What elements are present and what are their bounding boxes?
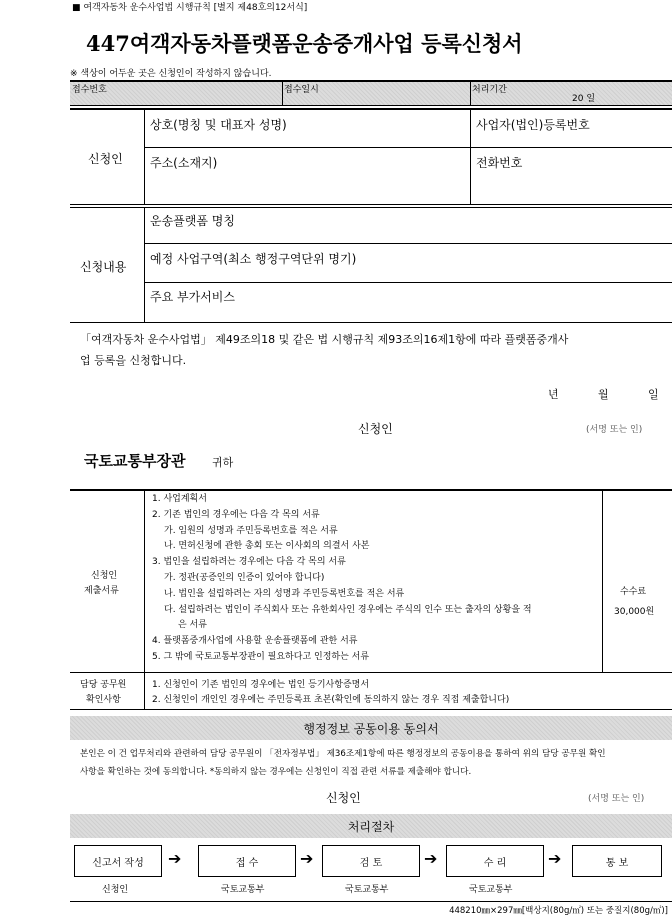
documents-label-line-1: 신청인: [91, 571, 118, 581]
officer-check-item: 1. 신청인이 기존 법인의 경우에는 법인 등기사항증명서: [152, 680, 370, 690]
procedure-actor: 국토교통부: [345, 885, 389, 895]
document-item: 3. 법인을 설립하려는 경우에는 다음 각 목의 서류: [152, 557, 346, 568]
paper-spec: 448210㎜×297㎜[백상지(80g/㎡) 또는 중질지(80g/㎡)]: [449, 906, 668, 916]
procedure-arrow-icon: ➔: [168, 849, 182, 868]
law-reference: ■ 여객자동차 운수사업법 시행규칙 [별지 제48호의12서식]: [72, 3, 308, 13]
consent-title-bar: [70, 716, 672, 740]
business-area-label: 예정 사업구역(최소 행정구역단위 명기): [150, 252, 357, 266]
procedure-step-box: 검 토: [322, 845, 420, 877]
document-item: 4. 플랫폼중개사업에 사용할 운송플랫폼에 관한 서류: [152, 636, 358, 647]
additional-services-label: 주요 부가서비스: [150, 290, 235, 304]
procedure-title: 처리절차: [347, 819, 395, 834]
processing-period-value: 20 일: [572, 94, 596, 104]
consent-applicant-label: 신청인: [326, 791, 361, 805]
form-title: [86, 28, 523, 58]
shade-note: ※ 색상이 어두운 곳은 신청인이 작성하지 않습니다.: [70, 69, 272, 79]
recipient-name: 국토교통부장관: [84, 452, 186, 470]
document-item: 은 서류: [178, 620, 207, 631]
officer-check-item: 2. 신청인이 개인인 경우에는 주민등록표 초본(확인에 동의하지 않는 경우 직접 제출합니다): [152, 695, 510, 705]
procedure-arrow-icon: ➔: [300, 849, 314, 868]
company-name-label: 상호(명칭 및 대표자 성명): [150, 118, 287, 132]
document-item: 다. 설립하려는 법인이 주식회사 또는 유한회사인 경우에는 주식의 인수 또는 출자의 상황을 적: [164, 604, 532, 615]
document-item: 5. 그 밖에 국토교통부장관이 필요하다고 인정하는 서류: [152, 651, 370, 662]
applicant-section-label: 신청인: [88, 152, 123, 166]
document-item: 1. 사업계획서: [152, 494, 207, 504]
documents-label-line-2: 제출서류: [84, 586, 119, 596]
declaration-applicant-label: 신청인: [358, 422, 393, 436]
officer-check-label-line-1: 담당 공무원: [80, 680, 127, 690]
date-year-label: 년: [548, 388, 559, 401]
consent-text-line-2: 사항을 확인하는 것에 동의합니다. *동의하지 않는 경우에는 신청인이 직접 관련 서류를 제출해야 합니다.: [80, 767, 472, 777]
document-item: 가. 정관(공증인의 인증이 있어야 합니다): [164, 572, 325, 583]
fee-label: 수수료: [620, 587, 647, 597]
platform-name-label: 운송플랫폼 명칭: [150, 214, 235, 228]
form-title-text: 여객자동차플랫폼운송중개사업 등록신청서: [129, 31, 523, 56]
document-item: 나. 법인을 설립하려는 자의 성명과 주민등록번호를 적은 서류: [164, 588, 405, 599]
procedure-step-box: 신고서 작성: [74, 845, 162, 877]
receipt-number-label: 접수번호: [72, 85, 107, 95]
declaration-line-1: 「여객자동차 운수사업법」 제49조의18 및 같은 법 시행규칙 제93조의16제1항에 따라 플랫폼중개사: [80, 333, 569, 346]
recipient-suffix: 귀하: [212, 456, 234, 469]
declaration-signature-label: (서명 또는 인): [586, 425, 643, 435]
date-day-label: 일: [648, 388, 659, 401]
declaration-line-2: 업 등록을 신청합니다.: [80, 354, 187, 367]
date-month-label: 월: [598, 388, 609, 401]
phone-label: 전화번호: [476, 156, 523, 170]
document-item: 2. 기존 법인의 경우에는 다음 각 목의 서류: [152, 509, 320, 520]
consent-title: 행정정보 공동이용 동의서: [303, 721, 439, 736]
receipt-date-label: 접수일시: [284, 85, 319, 95]
fee-value: 30,000원: [614, 607, 655, 617]
procedure-arrow-icon: ➔: [548, 849, 562, 868]
procedure-arrow-icon: ➔: [424, 849, 438, 868]
procedure-step-box: 수 리: [446, 845, 544, 877]
procedure-step-box: 통 보: [572, 845, 662, 877]
procedure-step-box: 접 수: [198, 845, 296, 877]
document-item: 나. 면허신청에 관한 총회 또는 이사회의 의결서 사본: [164, 541, 370, 552]
business-reg-number-label: 사업자(법인)등록번호: [476, 118, 590, 132]
consent-text-line-1: 본인은 이 건 업무처리와 관련하여 담당 공무원이 「전자정부법」 제36조제1항에 따른 행정정보의 공동이용을 통하여 위의 담당 공무원 확인: [80, 749, 606, 759]
document-item: 가. 임원의 성명과 주민등록번호를 적은 서류: [164, 525, 338, 536]
consent-signature-label: (서명 또는 인): [588, 794, 645, 804]
processing-period-label: 처리기간: [472, 85, 507, 95]
address-label: 주소(소재지): [150, 156, 218, 170]
procedure-title-bar: [70, 814, 672, 838]
application-section-label: 신청내용: [80, 260, 127, 274]
procedure-actor: 국토교통부: [221, 885, 265, 895]
procedure-actor: 국토교통부: [469, 885, 513, 895]
form-title-prefix: 447: [86, 31, 130, 56]
officer-check-label-line-2: 확인사항: [86, 695, 121, 705]
documents-list: [152, 492, 532, 666]
procedure-actor: 신청인: [102, 885, 129, 895]
